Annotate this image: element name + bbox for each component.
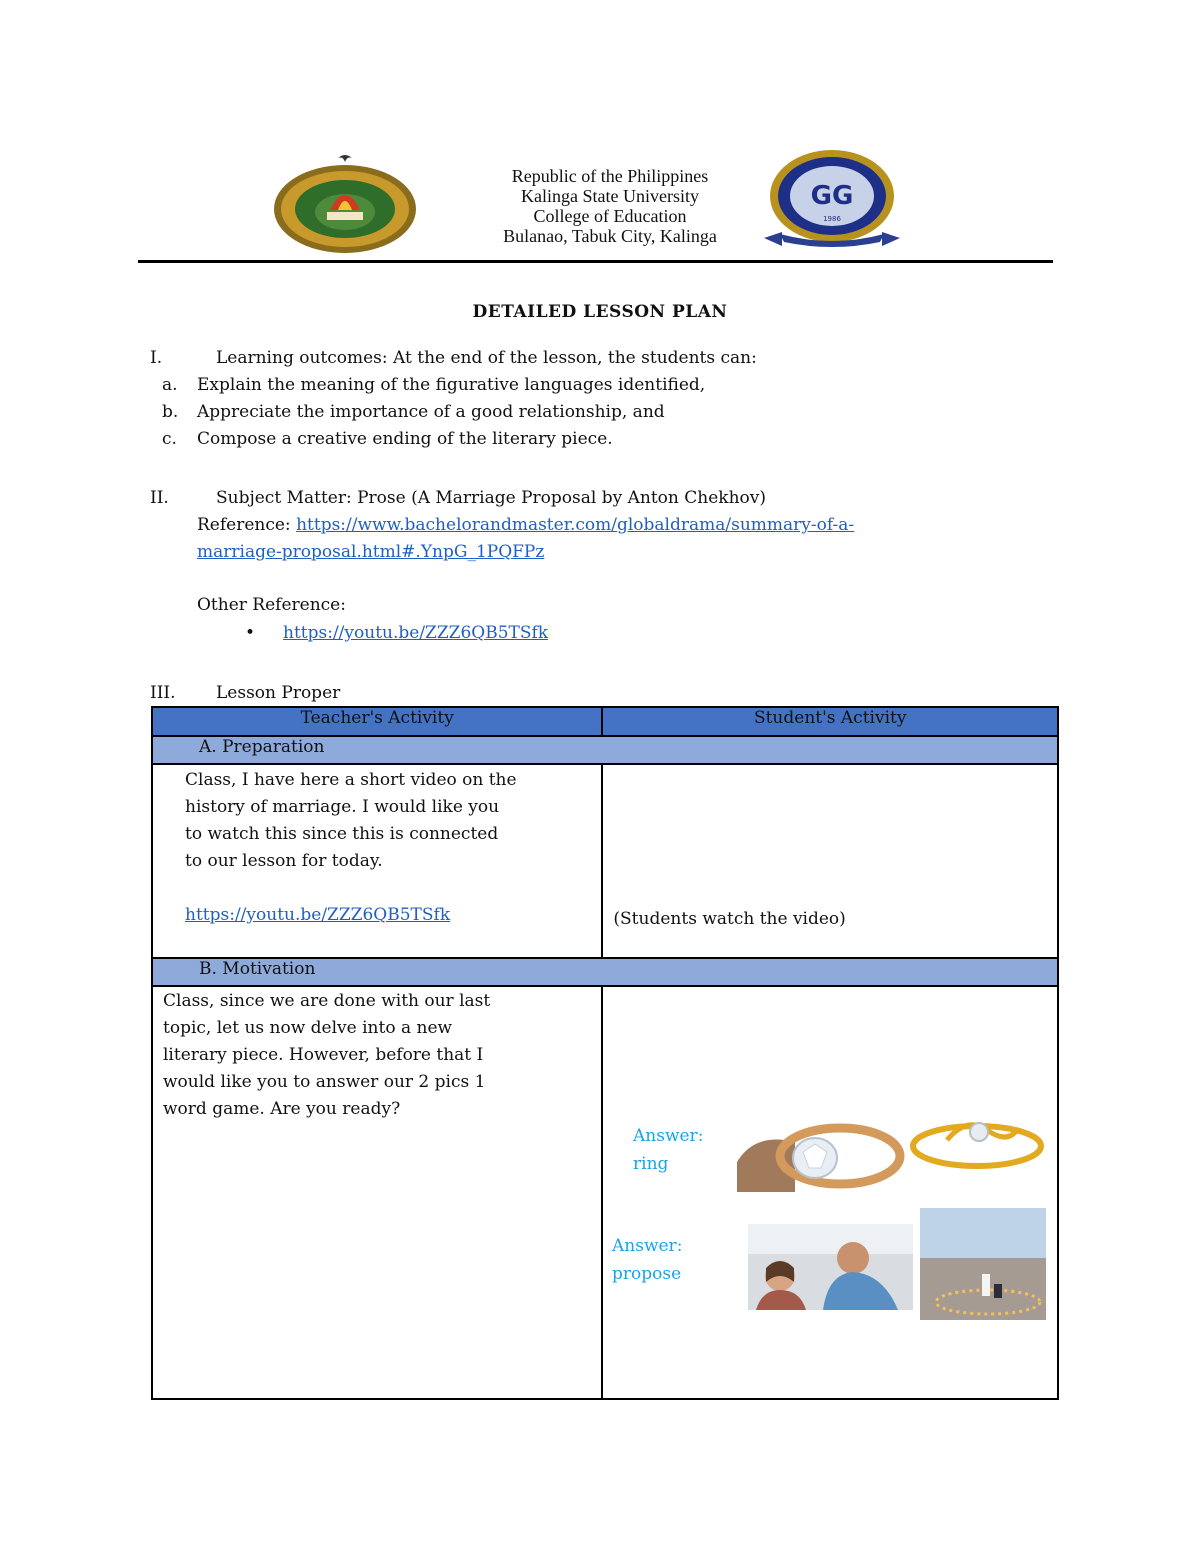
answer-ring-label: Answer: (633, 1126, 704, 1146)
outcomes-numeral: I. (150, 348, 163, 368)
preparation-section-row (152, 736, 1058, 764)
reference-label: Reference: (197, 515, 291, 535)
header-line-university: Kalinga State University (521, 186, 699, 206)
page-title: DETAILED LESSON PLAN (472, 302, 728, 322)
proposal-photo-2 (920, 1208, 1046, 1320)
other-reference-row (283, 620, 548, 647)
preparation-student-cell (602, 764, 1058, 958)
answer-propose-value: propose (612, 1264, 682, 1284)
preparation-row (152, 764, 1058, 958)
motivation-teacher-line-2: topic, let us now delve into a new (163, 1018, 453, 1038)
preparation-teacher-line-3: to watch this since this is connected (185, 824, 499, 844)
preparation-label: A. Preparation (152, 736, 1058, 764)
seal-year: 1986 (823, 215, 841, 223)
reference-link[interactable]: https://www.bachelorandmaster.com/globaldrama/summary-of-a- (296, 515, 855, 535)
preparation-teacher-cell (152, 764, 602, 958)
motivation-row (152, 986, 1058, 1399)
preparation-student-text: (Students watch the video) (613, 909, 846, 929)
answer-ring-value: ring (633, 1154, 669, 1174)
reference-row (197, 512, 854, 539)
outcome-marker-c: c. (162, 429, 177, 449)
header-line-address: Bulanao, Tabuk City, Kalinga (503, 226, 717, 246)
bullet-icon: • (245, 623, 256, 643)
svg-text:GG: GG (810, 181, 854, 211)
motivation-label: B. Motivation (152, 958, 1058, 986)
subject-numeral: II. (150, 488, 169, 508)
reference-link-continued[interactable]: marriage-proposal.html#.YnpG_1PQFPz (197, 542, 545, 562)
preparation-teacher-line-4: to our lesson for today. (185, 851, 383, 871)
kalinga-state-university-seal-left (272, 150, 418, 254)
student-activity-header: Student's Activity (602, 707, 1058, 736)
outcome-marker-a: a. (162, 375, 178, 395)
other-reference-link[interactable]: https://youtu.be/ZZZ6QB5TSfk (283, 623, 549, 643)
motivation-teacher-line-5: word game. Are you ready? (163, 1099, 401, 1119)
preparation-video-row (185, 902, 601, 929)
motivation-teacher-line-3: literary piece. However, before that I (163, 1045, 484, 1065)
header-line-college: College of Education (533, 206, 687, 226)
preparation-teacher-line-1: Class, I have here a short video on the (185, 770, 517, 790)
institution-header (440, 166, 780, 246)
answer-propose-label: Answer: (612, 1236, 683, 1256)
subject-heading: Subject Matter: Prose (A Marriage Proposal by Anton Chekhov) (216, 488, 766, 508)
header-divider (138, 260, 1053, 263)
motivation-teacher-cell (152, 986, 602, 1399)
outcome-marker-b: b. (162, 402, 179, 422)
preparation-video-link[interactable]: https://youtu.be/ZZZ6QB5TSfk (185, 905, 451, 925)
ring-photo-2 (907, 1110, 1047, 1172)
proposal-photo-1 (748, 1224, 913, 1310)
teacher-activity-header: Teacher's Activity (152, 707, 602, 736)
header-line-republic: Republic of the Philippines (511, 166, 709, 186)
outcome-item-a: Explain the meaning of the figurative languages identified, (197, 375, 706, 395)
table-header-row (152, 707, 1058, 736)
motivation-teacher-line-4: would like you to answer our 2 pics 1 (163, 1072, 486, 1092)
lesson-heading: Lesson Proper (216, 683, 341, 703)
preparation-teacher-line-2: history of marriage. I would like you (185, 797, 500, 817)
outcome-item-b: Appreciate the importance of a good relationship, and (197, 402, 665, 422)
ring-photo-1 (735, 1112, 905, 1194)
lesson-numeral: III. (150, 683, 176, 703)
outcome-item-c: Compose a creative ending of the literary piece. (197, 429, 613, 449)
outcomes-heading: Learning outcomes: At the end of the lesson, the students can: (216, 348, 757, 368)
answer-ring-block (633, 1122, 703, 1178)
motivation-teacher-line-1: Class, since we are done with our last (163, 991, 491, 1011)
other-reference-label: Other Reference: (197, 595, 346, 615)
answer-propose-block (612, 1232, 682, 1288)
motivation-section-row (152, 958, 1058, 986)
reference-link-continued-row (197, 539, 544, 566)
college-of-education-seal-right (762, 148, 902, 250)
